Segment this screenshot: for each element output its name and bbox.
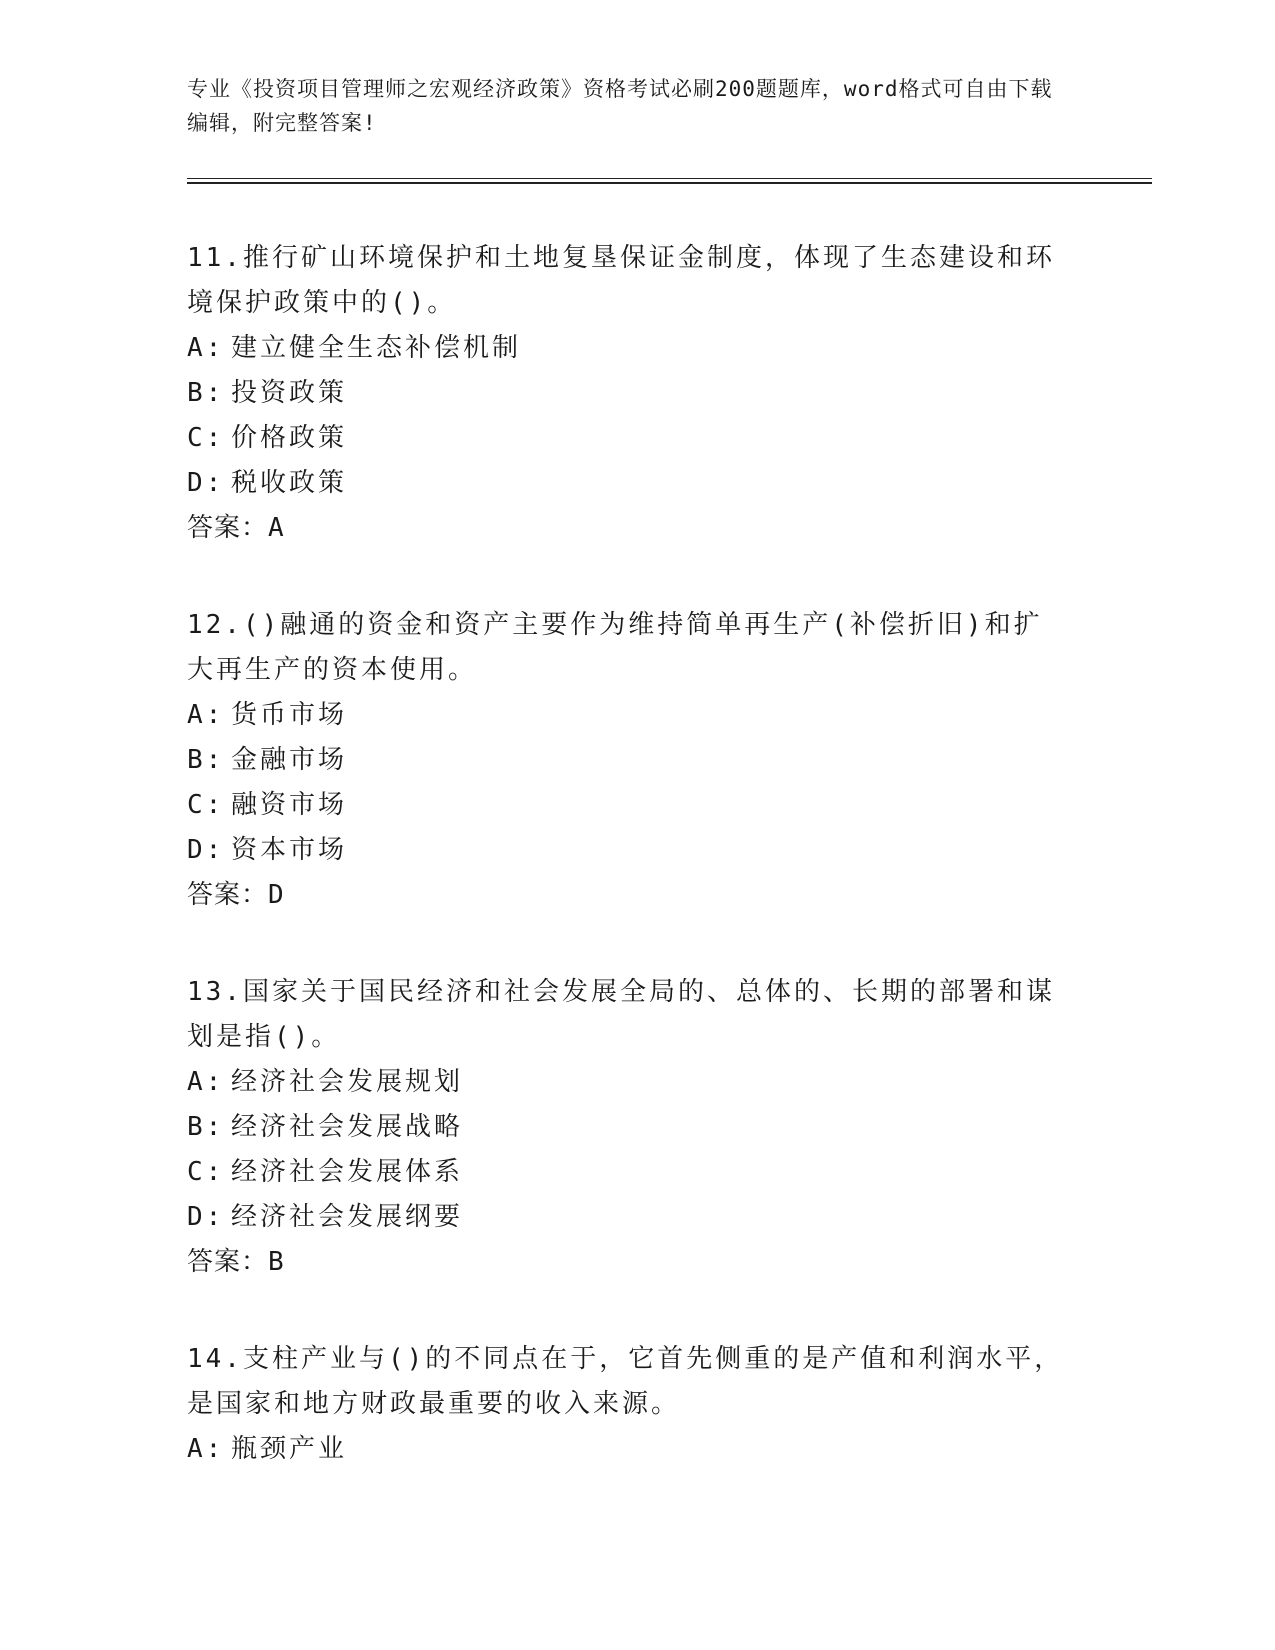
answer-value: D bbox=[268, 880, 285, 910]
question-11 bbox=[187, 236, 1147, 551]
option-c bbox=[187, 416, 1147, 461]
answer-value: B bbox=[268, 1247, 285, 1277]
answer-value: A bbox=[268, 513, 285, 543]
option-text: 货币市场 bbox=[231, 700, 348, 730]
option-a bbox=[187, 1427, 1147, 1472]
option-text: 经济社会发展纲要 bbox=[231, 1202, 464, 1232]
option-text: 经济社会发展体系 bbox=[231, 1157, 464, 1187]
option-a bbox=[187, 693, 1147, 738]
option-key: A: bbox=[187, 700, 225, 730]
option-key: D: bbox=[187, 835, 225, 865]
option-text: 建立健全生态补偿机制 bbox=[231, 333, 522, 363]
option-key: D: bbox=[187, 1202, 225, 1232]
option-d bbox=[187, 828, 1147, 873]
header-divider bbox=[187, 178, 1152, 184]
option-b bbox=[187, 738, 1147, 783]
option-key: C: bbox=[187, 423, 225, 453]
document-header: 专业《投资项目管理师之宏观经济政策》资格考试必刷200题题库，word格式可自由下载编辑，附完整答案! bbox=[187, 77, 1053, 135]
option-key: A: bbox=[187, 333, 225, 363]
option-text: 价格政策 bbox=[231, 423, 348, 453]
option-key: A: bbox=[187, 1434, 225, 1464]
question-stem: 14.支柱产业与()的不同点在于，它首先侧重的是产值和利润水平，是国家和地方财政最重要的收入来源。 bbox=[187, 1344, 1064, 1419]
option-d bbox=[187, 461, 1147, 506]
document-page bbox=[187, 72, 1147, 1472]
option-text: 金融市场 bbox=[231, 745, 348, 775]
option-b bbox=[187, 1105, 1147, 1150]
answer-line bbox=[187, 1240, 1147, 1285]
question-stem: 11.推行矿山环境保护和土地复垦保证金制度，体现了生态建设和环境保护政策中的()。 bbox=[187, 243, 1055, 318]
option-c bbox=[187, 1150, 1147, 1195]
option-a bbox=[187, 326, 1147, 371]
option-c bbox=[187, 783, 1147, 828]
question-stem: 12.()融通的资金和资产主要作为维持简单再生产(补偿折旧)和扩大再生产的资本使用。 bbox=[187, 610, 1043, 685]
answer-line bbox=[187, 506, 1147, 551]
question-stem: 13.国家关于国民经济和社会发展全局的、总体的、长期的部署和谋划是指()。 bbox=[187, 977, 1055, 1052]
question-14 bbox=[187, 1337, 1147, 1472]
answer-label: 答案： bbox=[187, 880, 269, 910]
question-12 bbox=[187, 603, 1147, 918]
option-key: B: bbox=[187, 378, 225, 408]
option-text: 税收政策 bbox=[231, 468, 348, 498]
option-a bbox=[187, 1060, 1147, 1105]
answer-label: 答案： bbox=[187, 513, 269, 543]
option-key: A: bbox=[187, 1067, 225, 1097]
option-text: 资本市场 bbox=[231, 835, 348, 865]
option-key: B: bbox=[187, 745, 225, 775]
option-key: C: bbox=[187, 1157, 225, 1187]
option-text: 经济社会发展规划 bbox=[231, 1067, 464, 1097]
option-key: C: bbox=[187, 790, 225, 820]
answer-label: 答案： bbox=[187, 1247, 269, 1277]
option-d bbox=[187, 1195, 1147, 1240]
option-text: 瓶颈产业 bbox=[231, 1434, 348, 1464]
question-13 bbox=[187, 970, 1147, 1285]
answer-line bbox=[187, 873, 1147, 918]
option-key: B: bbox=[187, 1112, 225, 1142]
option-key: D: bbox=[187, 468, 225, 498]
option-text: 投资政策 bbox=[231, 378, 348, 408]
option-text: 融资市场 bbox=[231, 790, 348, 820]
option-b bbox=[187, 371, 1147, 416]
option-text: 经济社会发展战略 bbox=[231, 1112, 464, 1142]
